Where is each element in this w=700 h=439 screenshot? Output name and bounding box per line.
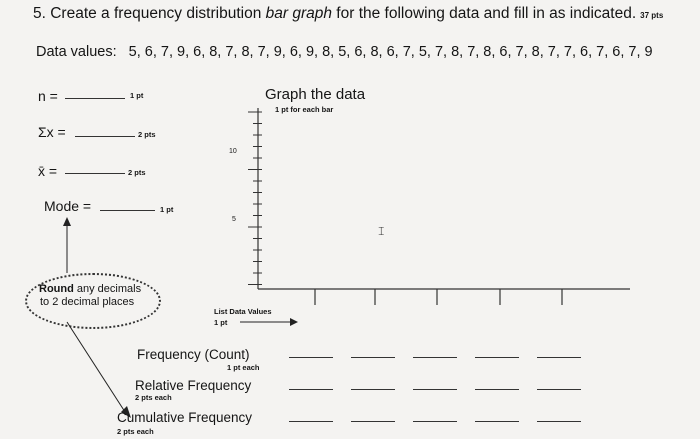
n-label: n = (38, 88, 58, 104)
graph-subtitle: 1 pt for each bar (275, 105, 334, 114)
text-cursor-icon: 𝙸 (377, 224, 386, 238)
question-suffix: for the following data and fill in as indicated. (332, 5, 637, 22)
relative-points: 2 pts each (135, 393, 172, 402)
list-data-points: 1 pt (214, 318, 228, 327)
y-tick-5: 5 (232, 216, 236, 223)
frequency-label: Frequency (Count) (137, 347, 250, 362)
row-blank[interactable] (475, 357, 519, 358)
row-blank[interactable] (351, 421, 395, 422)
graph-title: Graph the data (265, 86, 366, 103)
n-points: 1 pt (130, 91, 144, 100)
axis-group (248, 108, 630, 305)
round-note-line1: Round any decimals (39, 283, 142, 295)
mode-points: 1 pt (160, 205, 174, 214)
row-blank[interactable] (289, 389, 333, 390)
mode-label: Mode = (44, 198, 92, 214)
row-blank[interactable] (537, 357, 581, 358)
row-blank[interactable] (537, 421, 581, 422)
question-points: 37 pts (640, 11, 664, 20)
row-blank[interactable] (475, 421, 519, 422)
question-prefix: 5. Create a frequency distribution (33, 5, 266, 22)
sum-x-label: Σx = (38, 124, 66, 140)
list-data-label: List Data Values (214, 307, 272, 316)
round-note-line2: to 2 decimal places (40, 296, 135, 308)
y-tick-10: 10 (229, 148, 237, 155)
frequency-points: 1 pt each (227, 363, 260, 372)
relative-label: Relative Frequency (135, 378, 252, 393)
data-values-label: Data values: (36, 44, 117, 60)
x-bar-points: 2 pts (128, 168, 146, 177)
row-blank[interactable] (413, 421, 457, 422)
cumulative-points: 2 pts each (117, 427, 154, 436)
cumulative-label: Cumulative Frequency (117, 410, 253, 425)
row-blank[interactable] (351, 389, 395, 390)
row-blank[interactable] (413, 357, 457, 358)
x-bar-label: x̄ = (38, 163, 58, 179)
question-italic: bar graph (265, 5, 332, 22)
row-blank[interactable] (351, 357, 395, 358)
row-blank[interactable] (537, 389, 581, 390)
sum-x-points: 2 pts (138, 130, 156, 139)
data-values-list: 5, 6, 7, 9, 6, 8, 7, 8, 7, 9, 6, 9, 8, 5, 6, 8, 6, 7, 5, 7, 8, 7, 8, 6, 7, 8, 7, 7, 6, 7, 6, 7, 9 (128, 44, 653, 60)
row-blank[interactable] (475, 389, 519, 390)
row-blank[interactable] (289, 357, 333, 358)
row-blank[interactable] (289, 421, 333, 422)
row-blank[interactable] (413, 389, 457, 390)
right-arrow-icon (240, 317, 300, 327)
